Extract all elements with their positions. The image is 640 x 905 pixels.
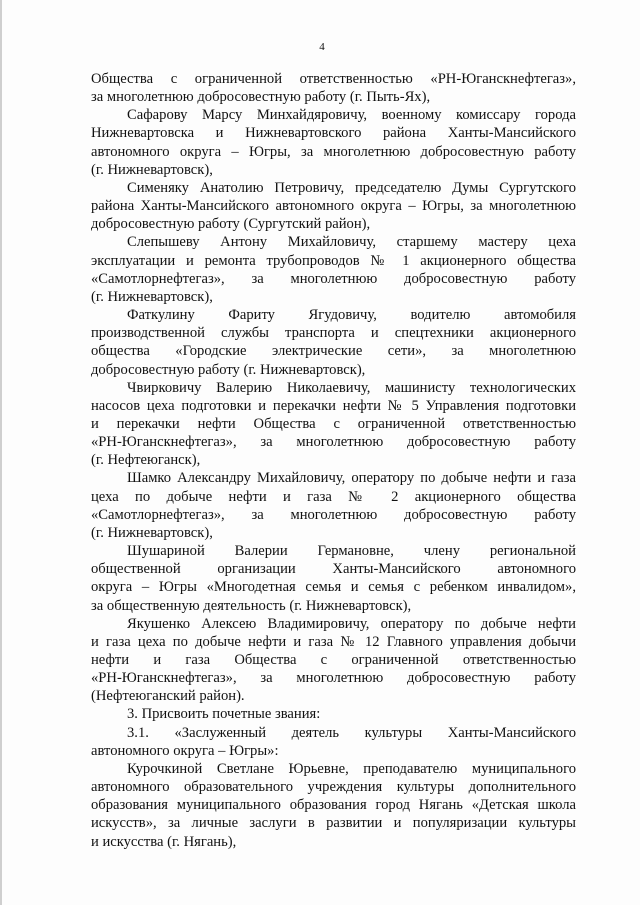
- text-line: автономного образовательного учреждения культуры дополнительного: [91, 779, 576, 796]
- text-line: Слепышеву Антону Михайловичу, старшему мастеру цеха: [127, 234, 576, 251]
- page-number: 4: [319, 41, 325, 53]
- text-line: Чвирковичу Валерию Николаевичу, машинисту технологических: [127, 379, 576, 396]
- text-line: «Самотлорнефтегаз», за многолетнюю добросовестную работу: [91, 270, 576, 287]
- text-line: эксплуатации и ремонта трубопроводов № 1 акционерного общества: [91, 252, 576, 269]
- text-line: «РН-Юганскнефтегаз», за многолетнюю добросовестную работу: [91, 434, 576, 451]
- text-line: Шамко Александру Михайловичу, оператору по добыче нефти и газа: [127, 470, 576, 487]
- document-body: [91, 70, 576, 851]
- text-line: Фаткулину Фариту Ягудовичу, водителю автомобиля: [127, 307, 576, 324]
- text-line: искусств», за личные заслуги в развитии и популяризации культуры: [91, 815, 576, 832]
- text-line: Общества с ограниченной ответственностью «РН-Юганскнефтегаз»,: [91, 71, 576, 87]
- text-line: Шушариной Валерии Германовне, члену региональной: [127, 543, 576, 560]
- text-line: и газа цеха по добыче нефти и газа № 12 Главного управления добычи: [91, 633, 576, 650]
- text-line: Курочкиной Светлане Юрьевне, преподавателю муниципального: [127, 760, 576, 777]
- text-line: 3. Присвоить почетные звания:: [127, 706, 321, 723]
- text-line: района Ханты-Мансийского автономного округа – Югры, за многолетнюю: [91, 198, 576, 215]
- text-line: цеха по добыче нефти и газа № 2 акционерного общества: [91, 488, 576, 505]
- text-line: автономного округа – Югры, за многолетнюю добросовестную работу: [91, 143, 576, 160]
- text-line: образования муниципального образования город Нягань «Детская школа: [91, 797, 576, 814]
- text-line: (г. Нижневартовск),: [91, 524, 213, 541]
- text-line: округа – Югры «Многодетная семья и семья с ребенком инвалидом»,: [91, 579, 576, 596]
- text-line: и искусства (г. Нягань),: [91, 833, 237, 850]
- text-line: (г. Нижневартовск),: [91, 288, 213, 305]
- text-line: общества «Городские электрические сети», за многолетнюю: [91, 343, 576, 360]
- text-line: общественной организации Ханты-Мансийского автономного: [91, 561, 576, 578]
- text-line: добросовестную работу (Сургутский район),: [91, 216, 371, 233]
- text-line: насосов цеха подготовки и перекачки нефти № 5 Управления подготовки: [91, 397, 576, 414]
- text-line: 3.1. «Заслуженный деятель культуры Ханты-Мансийского: [127, 724, 576, 741]
- text-line: «РН-Юганскнефтегаз», за многолетнюю добросовестную работу: [91, 670, 576, 687]
- text-line: добросовестную работу (г. Нижневартовск),: [91, 361, 366, 378]
- text-line: «Самотлорнефтегаз», за многолетнюю добросовестную работу: [91, 506, 576, 523]
- text-line: Нижневартовска и Нижневартовского района Ханты-Мансийского: [91, 125, 576, 142]
- text-line: (г. Нефтеюганск),: [91, 452, 201, 469]
- text-line: Якушенко Алексею Владимировичу, оператору по добыче нефти: [127, 615, 576, 632]
- text-line: нефти и газа Общества с ограниченной ответственностью: [91, 652, 576, 668]
- text-line: (г. Нижневартовск),: [91, 161, 213, 178]
- text-line: за общественную деятельность (г. Нижневартовск),: [91, 597, 412, 614]
- text-line: Сафарову Марсу Минхайдяровичу, военному комиссару города: [127, 107, 576, 124]
- text-line: за многолетнюю добросовестную работу (г. Пыть-Ях),: [91, 89, 431, 106]
- text-line: производственной службы транспорта и спецтехники акционерного: [91, 325, 576, 342]
- text-line: автономного округа – Югры»:: [91, 742, 279, 759]
- text-line: Сименяку Анатолию Петровичу, председателю Думы Сургутского: [127, 179, 576, 196]
- text-line: и перекачки нефти Общества с ограниченной ответственностью: [91, 415, 576, 432]
- text-line: (Нефтеюганский район).: [91, 688, 245, 705]
